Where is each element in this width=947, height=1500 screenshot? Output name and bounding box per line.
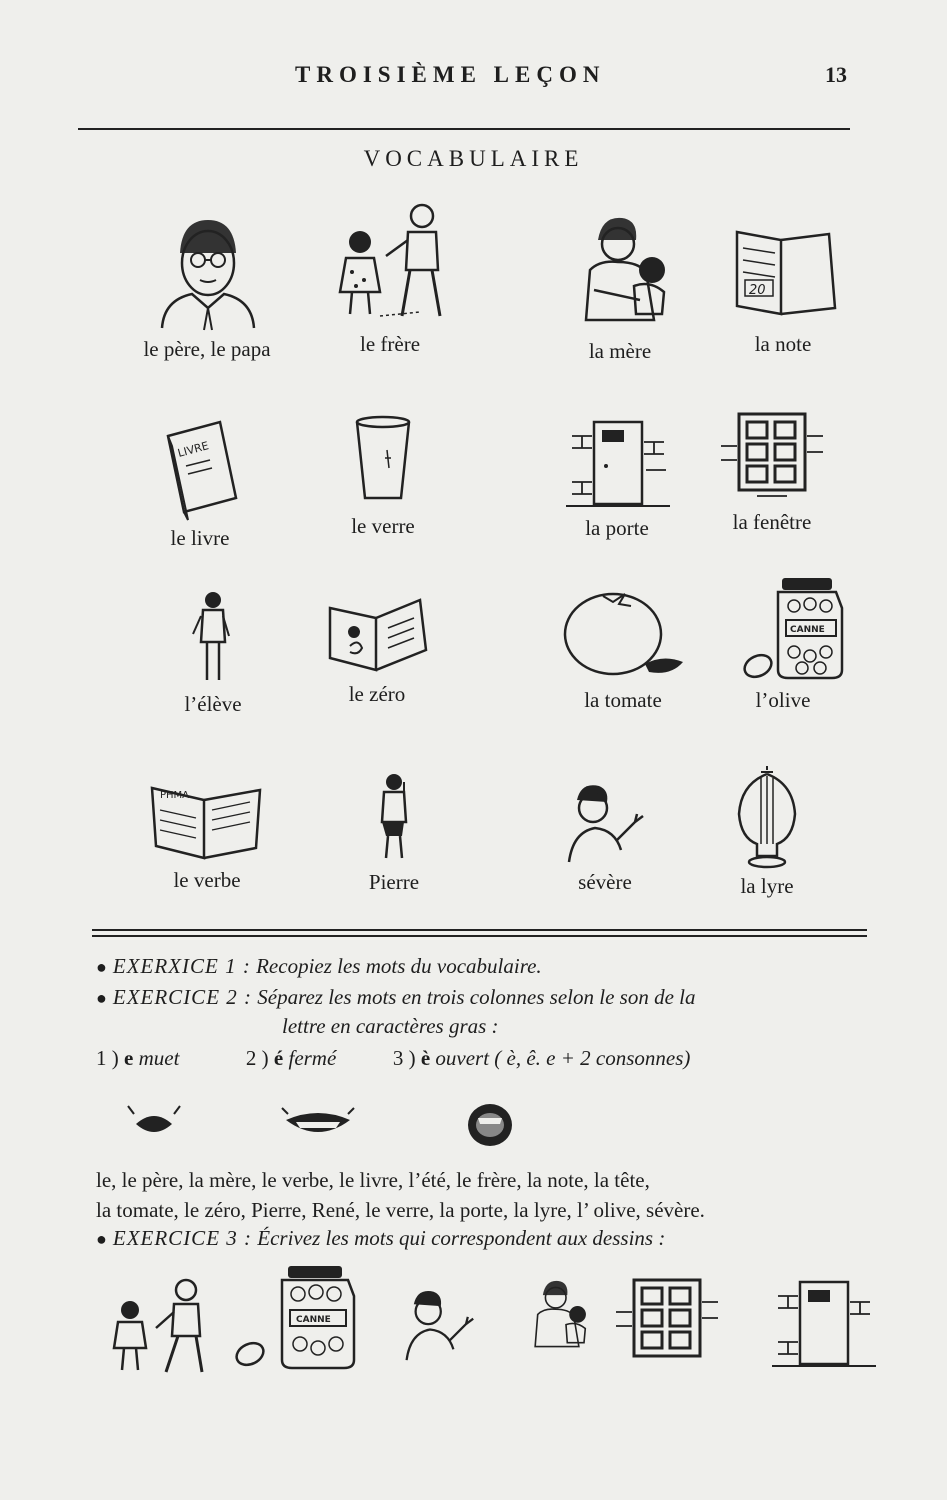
exercise-label: EXERCICE 3 : <box>112 1226 253 1250</box>
vowel-categories <box>96 1046 690 1071</box>
vocab-item-note <box>688 218 878 357</box>
svg-text:PHMA: PHMA <box>160 790 190 801</box>
vocab-word: la mère <box>588 339 652 363</box>
page-number: 13 <box>825 62 847 87</box>
vocab-word: la porte <box>585 516 649 540</box>
vocab-word: le livre <box>170 526 230 550</box>
vowel-letter: è <box>420 1046 431 1070</box>
exercise-2-continued: lettre en caractères gras : <box>282 1014 499 1038</box>
vocab-item-verre <box>288 410 478 539</box>
svg-text:LIVRE: LIVRE <box>176 439 211 460</box>
svg-text:CANNE: CANNE <box>790 625 825 635</box>
lyre-icon <box>727 764 807 870</box>
book-icon <box>150 412 250 522</box>
vowel-letter: é <box>273 1046 284 1070</box>
vowel-desc: fermé <box>288 1046 337 1070</box>
vocab-word: l’élève <box>184 692 242 716</box>
vocab-word: la note <box>754 332 812 356</box>
vocab-item-livre <box>105 412 295 551</box>
exercise-2 <box>96 985 696 1010</box>
window-icon <box>612 1272 722 1372</box>
vocab-word: le frère <box>359 332 421 356</box>
brother-sister-icon <box>320 200 460 328</box>
vocab-item-lyre <box>672 764 862 899</box>
mother-baby-icon <box>550 210 690 335</box>
olive-jar-icon <box>718 574 848 684</box>
vocab-item-olive <box>688 574 878 713</box>
exercise-text: Écrivez les mots qui correspondent aux dessins : <box>257 1226 666 1250</box>
window-icon <box>717 406 827 506</box>
vocab-word: la lyre <box>740 874 794 898</box>
stern-teacher-icon <box>555 780 655 866</box>
vocab-word: l’olive <box>755 688 811 712</box>
vocab-item-zero <box>282 588 472 707</box>
vowel-desc: ouvert ( è, ê. e + 2 consonnes) <box>435 1046 691 1070</box>
section-rule <box>92 929 867 931</box>
mouth-e-ouvert-icon <box>464 1100 516 1150</box>
vocab-word: la fenêtre <box>732 510 812 534</box>
vocab-item-fenetre <box>677 406 867 535</box>
vocab-item-mother <box>525 210 715 364</box>
vocab-item-father <box>112 208 302 362</box>
vocab-item-pierre <box>299 770 489 895</box>
vocab-word: Pierre <box>368 870 420 894</box>
boy-icon <box>364 770 424 866</box>
bullet-icon: ● <box>96 1229 107 1249</box>
exercise-1 <box>96 954 542 979</box>
vowel-number: 1 ) <box>96 1046 119 1070</box>
notebook-grade-icon <box>723 218 843 328</box>
word-list-line: la tomate, le zéro, Pierre, René, le verre, la porte, la lyre, l’ olive, sévère. <box>96 1198 705 1222</box>
section-rule <box>92 935 867 937</box>
mother-baby-icon <box>512 1270 602 1362</box>
vowel-number: 3 ) <box>392 1046 416 1070</box>
vocab-word: la tomate <box>584 688 662 712</box>
door-icon <box>768 1272 878 1372</box>
olive-jar-icon <box>232 1262 362 1374</box>
exercise-text: Séparez les mots en trois colonnes selon le son de la <box>257 985 696 1009</box>
tomato-icon <box>553 584 693 684</box>
svg-text:CANNE: CANNE <box>296 1315 331 1325</box>
glass-icon <box>343 410 423 510</box>
exercise-label: EXERXICE 1 : <box>112 954 251 978</box>
vocab-item-eleve <box>118 588 308 717</box>
exercise-label: EXERCICE 2 : <box>112 985 253 1009</box>
vocab-word: sévère <box>578 870 632 894</box>
vocab-word: le verbe <box>173 868 241 892</box>
open-book-zero-icon <box>322 588 432 678</box>
stern-teacher-icon <box>394 1284 484 1366</box>
vocab-item-brother <box>295 200 485 357</box>
door-icon <box>562 412 672 512</box>
father-portrait-icon <box>142 208 272 333</box>
exercise-3 <box>96 1226 665 1251</box>
vocabulary-title: VOCABULAIRE <box>363 146 584 171</box>
top-rule <box>78 128 850 130</box>
vocab-word: le père, le papa <box>143 337 271 361</box>
vocab-word: le verre <box>351 514 415 538</box>
svg-text:20: 20 <box>749 283 766 298</box>
vowel-letter: e <box>124 1046 134 1070</box>
bullet-icon: ● <box>96 988 107 1008</box>
pupil-icon <box>183 588 243 688</box>
exercise-text: Recopiez les mots du vocabulaire. <box>256 954 542 978</box>
vocab-item-verbe <box>112 774 302 893</box>
vowel-number: 2 ) <box>245 1046 269 1070</box>
open-book-icon <box>142 774 272 864</box>
running-title: TROISIÈME LEÇON <box>295 62 606 87</box>
brother-sister-icon <box>104 1276 214 1376</box>
bullet-icon: ● <box>96 957 107 977</box>
mouth-e-muet-icon <box>124 1102 184 1146</box>
vowel-desc: muet <box>138 1046 180 1070</box>
word-list-line: le, le père, la mère, le verbe, le livre, l’été, le frère, la note, la tête, <box>96 1168 650 1192</box>
mouth-e-ferme-icon <box>278 1102 358 1146</box>
vocab-word: le zéro <box>348 682 406 706</box>
